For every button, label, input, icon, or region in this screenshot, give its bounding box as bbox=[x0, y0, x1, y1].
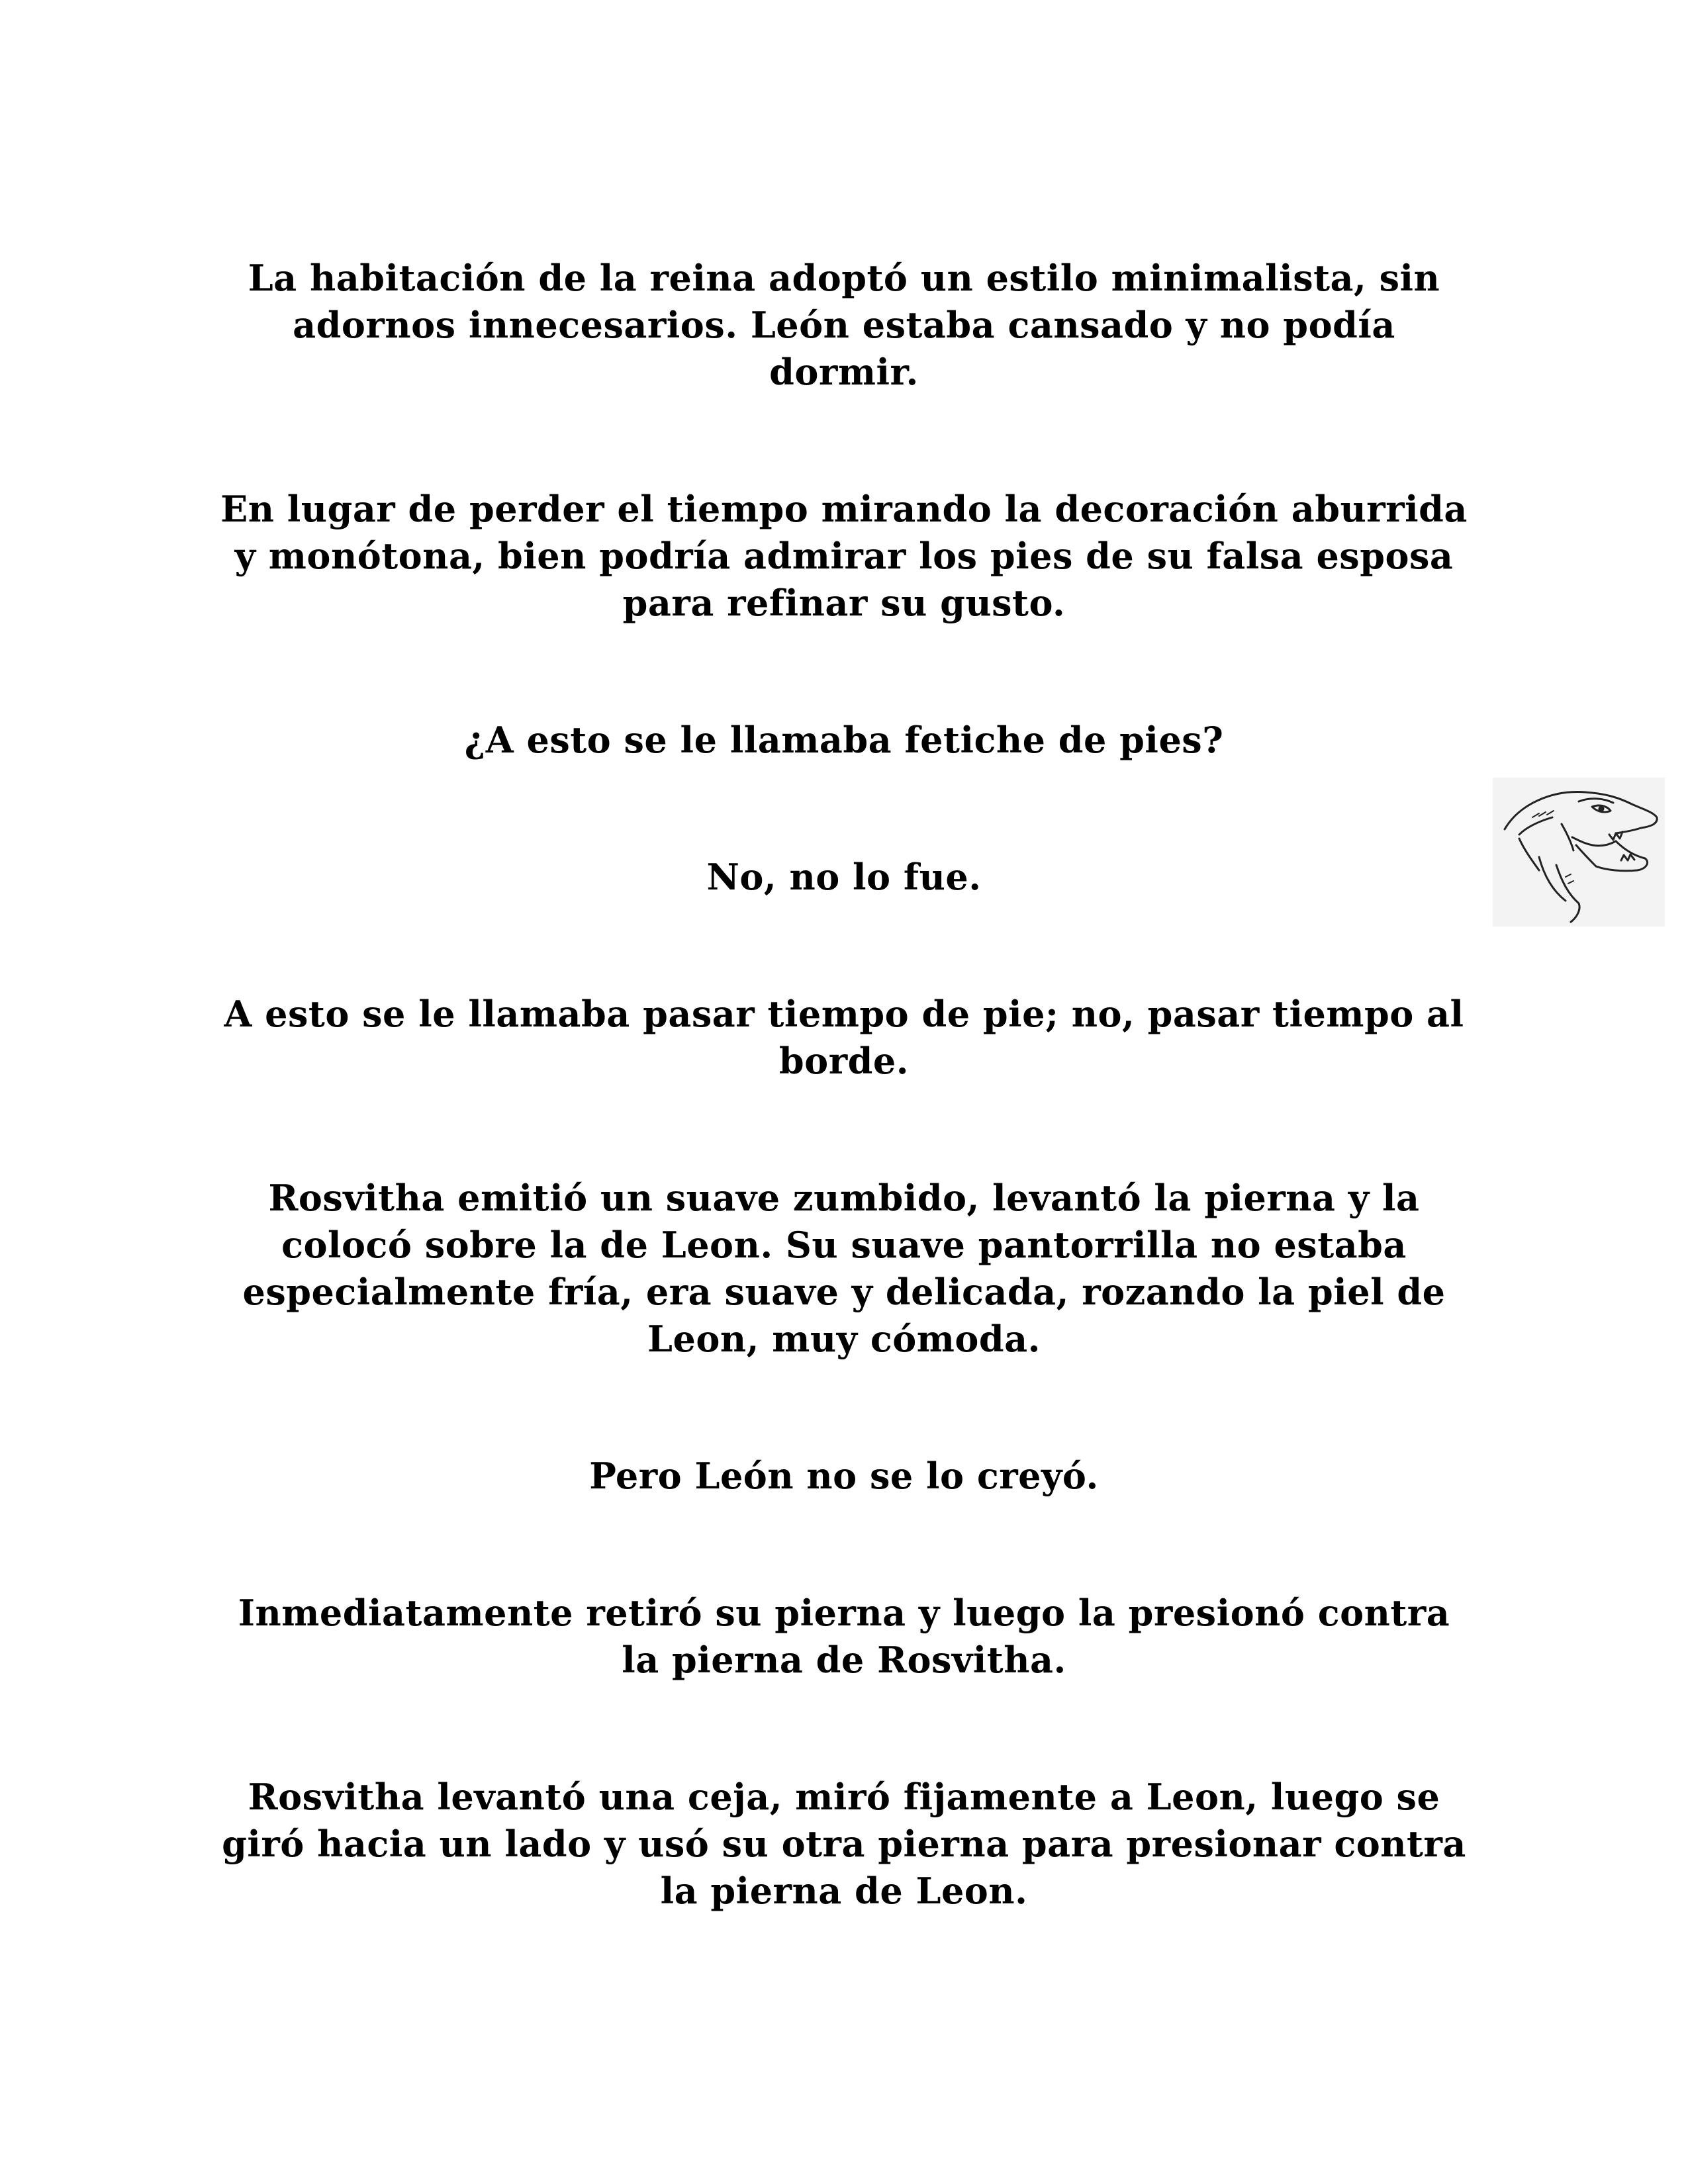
paragraph-8: Inmediatamente retiró su pierna y luego la presionó contra la pierna de Rosvitha. bbox=[238, 1592, 1450, 1681]
paragraph-5: A esto se le llamaba pasar tiempo de pie; no, pasar tiempo al borde. bbox=[224, 993, 1464, 1082]
paragraph-9: Rosvitha levantó una ceja, miró fijamente a Leon, luego se giró hacia un lado y usó su otra pierna para presionar contra la pierna de Leon. bbox=[222, 1776, 1466, 1912]
paragraph-2: En lugar de perder el tiempo mirando la decoración aburrida y monótona, bien podría admirar los pies de su falsa esposa para refinar su gusto. bbox=[220, 488, 1468, 624]
paragraph-1: La habitación de la reina adoptó un estilo minimalista, sin adornos innecesarios. León estaba cansado y no podía dormir. bbox=[248, 257, 1440, 393]
dinosaur-head-sketch-icon bbox=[1493, 778, 1665, 927]
document-body bbox=[218, 255, 1470, 1915]
paragraph-4: No, no lo fue. bbox=[706, 856, 982, 898]
paragraph-6: Rosvitha emitió un suave zumbido, levantó la pierna y la colocó sobre la de Leon. Su suave pantorrilla no estaba especialmente fría, era suave y delicada, rozando la piel de Leon, muy cómoda. bbox=[242, 1177, 1446, 1360]
paragraph-7: Pero León no se lo creyó. bbox=[589, 1455, 1099, 1497]
paragraph-3: ¿A esto se le llamaba fetiche de pies? bbox=[464, 719, 1224, 761]
